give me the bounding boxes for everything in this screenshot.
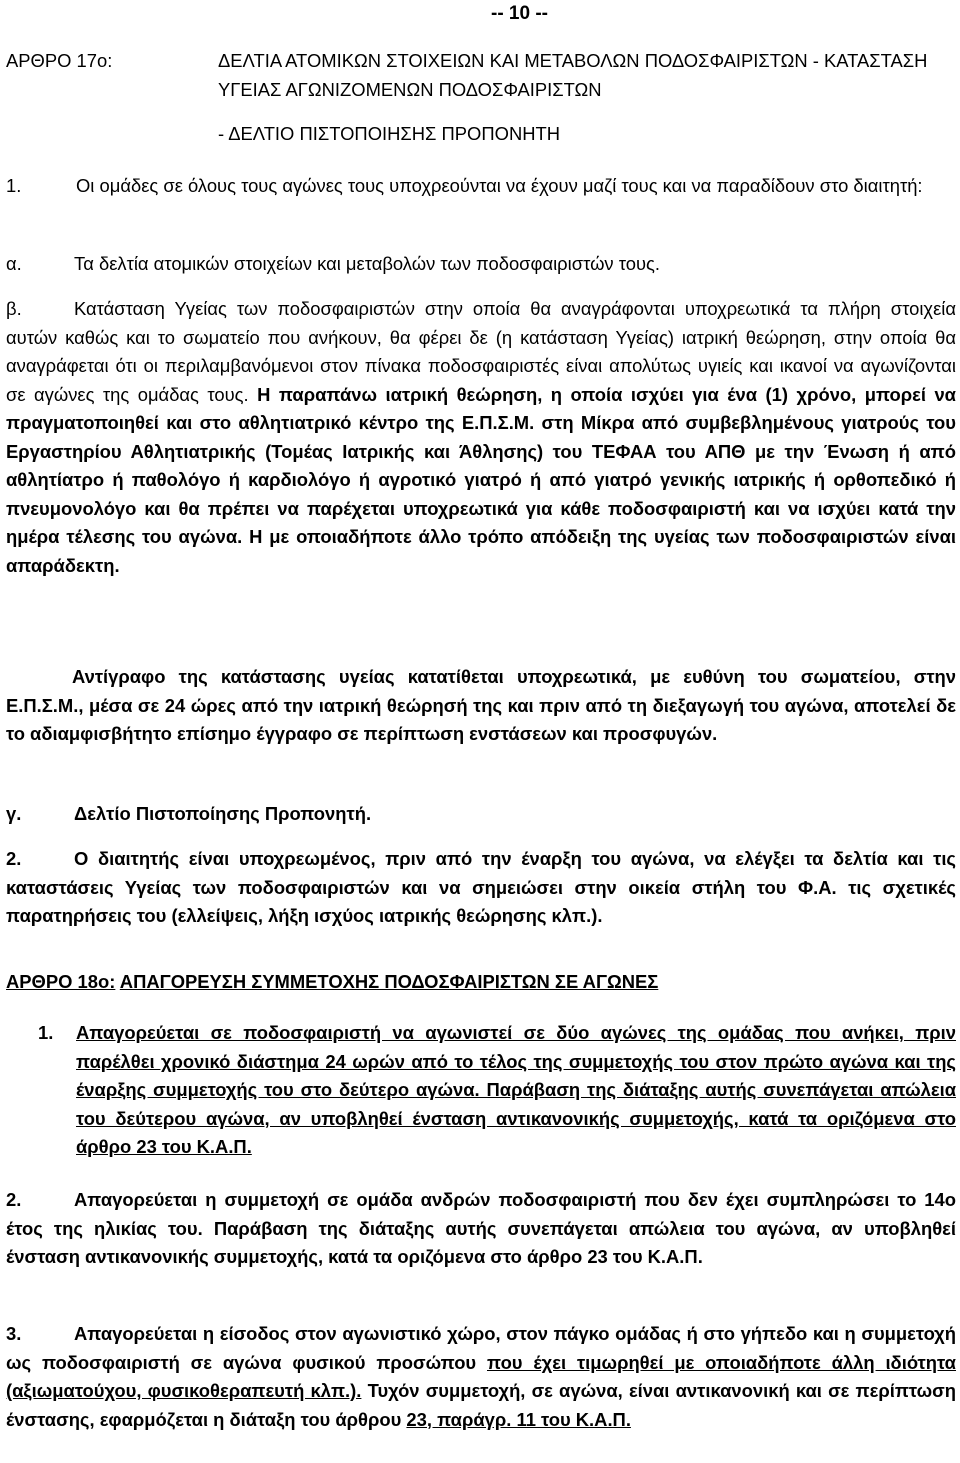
- item-letter: γ.: [6, 803, 22, 824]
- item-text-bold: Η παραπάνω ιατρική θεώρηση, η οποία ισχύει για ένα (1) χρόνο, μπορεί να πραγματοποιηθεί και στο αθλητιατρικό κέντρο της Ε.Π.Σ.Μ. στη Μίκρα από συμβεβλημένους γιατρούς του Εργαστηρίου Αθλητιατρικής (Τομέας Ιατρικής και Άθλησης) του ΤΕΦΑΑ του ΑΠΘ με την Ένωση ή από αθλητίατρο ή παθολόγο ή καρδιολόγο ή αγροτικό γιατρό ή από γιατρό γενικής ιατρικής ή ορθοπεδικό ή πνευμονολόγο και θα πρέπει να παρέχεται υποχρεωτικά για κάθε ποδοσφαιριστή και να ισχύει κατά την ημέρα τέλεσης του αγώνα. Η με οποιαδήποτε άλλο τρόπο απόδειξη της υγείας των ποδοσφαιριστών είναι απαράδεκτη.: [6, 383, 956, 576]
- item-letter: α.: [6, 253, 22, 274]
- item-letter: β.: [6, 298, 22, 319]
- article-17-item-b: [6, 295, 956, 580]
- paragraph-text: Απαγορεύεται σε ποδοσφαιριστή να αγωνιστεί σε δύο αγώνες της ομάδας που ανήκει, πριν παρέλθει χρονικό διάστημα 24 ωρών από το τέλος της συμμετοχής του στον πρώτο αγώνα και της έναρξης συμμετοχής του στο δεύτερο αγώνα. Παράβαση της διάταξης αυτής συνεπάγεται απώλεια του δεύτερου αγώνα, αν υποβληθεί ένσταση αντικανονικής συμμετοχής, κατά τα οριζόμενα στο άρθρο 23 του Κ.Α.Π.: [76, 1022, 956, 1157]
- article-17-paragraph-2: [6, 845, 956, 931]
- paragraph-number: 2.: [6, 848, 22, 869]
- article-17-paragraph-1: [6, 172, 956, 201]
- article-18-paragraph-3: [6, 1320, 956, 1434]
- article-18-paragraph-2: [6, 1186, 956, 1272]
- article-17-label: ΑΡΘΡΟ 17ο:: [6, 50, 113, 71]
- paragraph-text-underlined: που έχει τιμωρηθεί με οποιαδήποτε άλλη ιδιότητα (αξιωματούχου, φυσικοθεραπευτή κλπ.).: [6, 1351, 956, 1401]
- article-17-title: ΔΕΛΤΙΑ ΑΤΟΜΙΚΩΝ ΣΤΟΙΧΕΙΩΝ ΚΑΙ ΜΕΤΑΒΟΛΩΝ ΠΟΔΟΣΦΑΙΡΙΣΤΩΝ - ΚΑΤΑΣΤΑΣΗ ΥΓΕΙΑΣ ΑΓΩΝΙΖΟΜΕΝΩΝ ΠΟΔΟΣΦΑΙΡΙΣΤΩΝ: [218, 50, 928, 100]
- item-text: Δελτίο Πιστοποίησης Προπονητή.: [74, 803, 372, 824]
- paragraph-text-underlined-end: 23, παράγρ. 11 του Κ.Α.Π.: [406, 1408, 631, 1430]
- article-17-copy-paragraph: Αντίγραφο της κατάστασης υγείας κατατίθεται υποχρεωτικά, με ευθύνη του σωματείου, στην Ε.Π.Σ.Μ., μέσα σε 24 ώρες από την ιατρική θεώρησή της και πριν από τη διεξαγωγή του αγώνα, αποτελεί δε το αδιαμφισβήτητο επίσημο έγγραφο σε περίπτωση ενστάσεων και προσφυγών.: [6, 666, 956, 744]
- paragraph-number: 1.: [6, 175, 22, 196]
- article-18-heading: [6, 968, 658, 997]
- article-17-item-a: [6, 250, 956, 279]
- paragraph-text: Απαγορεύεται η συμμετοχή σε ομάδα ανδρών ποδοσφαιριστή που δεν έχει συμπληρώσει το 14ο έτος της ηλικίας του. Παράβαση της διάταξης αυτής συνεπάγεται απώλεια του αγώνα, αν υποβληθεί ένσταση αντικανονικής συμμετοχής, κατά τα οριζόμενα στο άρθρο 23 του Κ.Α.Π.: [6, 1189, 956, 1267]
- paragraph-text: Οι ομάδες σε όλους τους αγώνες τους υποχρεούνται να έχουν μαζί τους και να παραδίδουν στο διαιτητή:: [76, 175, 923, 196]
- page-number: -- 10 --: [491, 3, 548, 24]
- paragraph-text: Ο διαιτητής είναι υποχρεωμένος, πριν από την έναρξη του αγώνα, να ελέγξει τα δελτία και τις καταστάσεις Υγείας των ποδοσφαιριστών και να σημειώσει στην οικεία στήλη του Φ.Α. τις σχετικές παρατηρήσεις του (ελλείψεις, λήξη ισχύος ιατρικής θεώρησης κλπ.).: [6, 848, 956, 926]
- article-17-subtitle: - ΔΕΛΤΙΟ ΠΙΣΤΟΠΟΙΗΣΗΣ ΠΡΟΠΟΝΗΤΗ: [218, 123, 561, 144]
- item-text: Κατάσταση Υγείας των ποδοσφαιριστών στην οποία θα αναγράφονται υποχρεωτικά τα πλήρη στοιχεία αυτών καθώς και το σωματείο που ανήκουν, θα φέρει δε (η κατάσταση Υγείας) ιατρική θεώρηση, στην οποία θα αναγράφεται ότι οι περιλαμβανόμενοι στον πίνακα ποδοσφαιριστές είναι απολύτως υγιείς και ικανοί να αγωνίζονται σε αγώνες της ομάδας τους.: [6, 298, 956, 405]
- article-17-item-c: [6, 800, 956, 829]
- paragraph-number: 3.: [6, 1323, 22, 1344]
- paragraph-text: Απαγορεύεται η είσοδος στον αγωνιστικό χώρο, στον πάγκο ομάδας ή στο γήπεδο και η συμμετοχή ως ποδοσφαιριστή σε αγώνα φυσικού προσώπου: [6, 1323, 956, 1373]
- article-18-paragraph-1: [38, 1019, 956, 1162]
- paragraph-number: 1.: [38, 1022, 54, 1043]
- article-18-label: ΑΡΘΡΟ 18ο:: [6, 971, 116, 992]
- article-18-title: ΑΠΑΓΟΡΕΥΣΗ ΣΥΜΜΕΤΟΧΗΣ ΠΟΔΟΣΦΑΙΡΙΣΤΩΝ ΣΕ ΑΓΩΝΕΣ: [119, 971, 659, 992]
- paragraph-text-cont: Τυχόν συμμετοχή, σε αγώνα, είναι αντικανονική και σε περίπτωση ένστασης, εφαρμόζεται η διάταξη του άρθρου: [6, 1380, 956, 1430]
- paragraph-number: 2.: [6, 1189, 22, 1210]
- item-text: Τα δελτία ατομικών στοιχείων και μεταβολών των ποδοσφαιριστών τους.: [74, 253, 661, 274]
